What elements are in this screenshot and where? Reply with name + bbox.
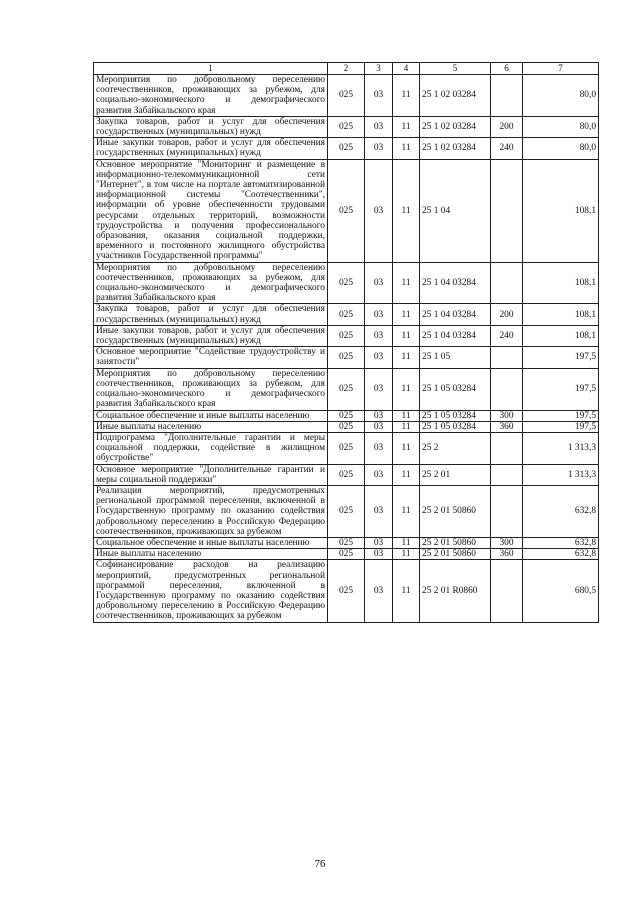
table-row bbox=[94, 432, 599, 464]
subsection-cell: 11 bbox=[393, 116, 420, 137]
subsection-cell: 11 bbox=[393, 537, 420, 548]
subsection-cell: 11 bbox=[393, 549, 420, 560]
target-article-cell: 25 1 02 03284 bbox=[420, 138, 491, 159]
ministry-code-cell: 025 bbox=[328, 410, 365, 421]
ministry-code-cell: 025 bbox=[328, 116, 365, 137]
ministry-code-cell: 025 bbox=[328, 368, 365, 410]
header-col-1: 1 bbox=[94, 63, 328, 75]
amount-cell: 80,0 bbox=[523, 75, 599, 117]
table-row bbox=[94, 464, 599, 485]
section-cell: 03 bbox=[365, 549, 393, 560]
amount-cell: 80,0 bbox=[523, 138, 599, 159]
target-article-cell: 25 1 05 bbox=[420, 347, 491, 368]
expense-type-cell bbox=[491, 159, 523, 262]
expense-type-cell: 200 bbox=[491, 304, 523, 325]
subsection-cell: 11 bbox=[393, 304, 420, 325]
expense-type-cell: 200 bbox=[491, 116, 523, 137]
amount-cell: 680,5 bbox=[523, 560, 599, 622]
subsection-cell: 11 bbox=[393, 347, 420, 368]
header-row bbox=[94, 63, 599, 75]
section-cell: 03 bbox=[365, 537, 393, 548]
row-name-cell: Подпрограмма "Дополнительные гарантии и меры социальной поддержки, содействие в жилищном обустройстве" bbox=[94, 432, 328, 464]
expense-type-cell: 360 bbox=[491, 421, 523, 432]
ministry-code-cell: 025 bbox=[328, 432, 365, 464]
target-article-cell: 25 2 01 50860 bbox=[420, 537, 491, 548]
amount-cell: 197,5 bbox=[523, 410, 599, 421]
target-article-cell: 25 1 02 03284 bbox=[420, 116, 491, 137]
table-row bbox=[94, 262, 599, 304]
table-row bbox=[94, 410, 599, 421]
row-name-cell: Иные выплаты населению bbox=[94, 421, 328, 432]
header-col-4: 4 bbox=[393, 63, 420, 75]
header-col-7: 7 bbox=[523, 63, 599, 75]
section-cell: 03 bbox=[365, 368, 393, 410]
expense-type-cell bbox=[491, 262, 523, 304]
section-cell: 03 bbox=[365, 464, 393, 485]
budget-table bbox=[93, 62, 599, 623]
section-cell: 03 bbox=[365, 432, 393, 464]
subsection-cell: 11 bbox=[393, 560, 420, 622]
row-name-cell: Закупка товаров, работ и услуг для обеспечения государственных (муниципальных) нужд bbox=[94, 116, 328, 137]
table-row bbox=[94, 537, 599, 548]
subsection-cell: 11 bbox=[393, 325, 420, 346]
expense-type-cell bbox=[491, 432, 523, 464]
subsection-cell: 11 bbox=[393, 421, 420, 432]
page-number: 76 bbox=[314, 858, 326, 870]
amount-cell: 632,8 bbox=[523, 549, 599, 560]
table-row bbox=[94, 304, 599, 325]
amount-cell: 1 313,3 bbox=[523, 464, 599, 485]
expense-type-cell: 360 bbox=[491, 549, 523, 560]
section-cell: 03 bbox=[365, 159, 393, 262]
section-cell: 03 bbox=[365, 347, 393, 368]
row-name-cell: Иные выплаты населению bbox=[94, 549, 328, 560]
target-article-cell: 25 2 bbox=[420, 432, 491, 464]
header-col-5: 5 bbox=[420, 63, 491, 75]
subsection-cell: 11 bbox=[393, 262, 420, 304]
section-cell: 03 bbox=[365, 116, 393, 137]
row-name-cell: Иные закупки товаров, работ и услуг для обеспечения государственных (муниципальных) нужд bbox=[94, 325, 328, 346]
row-name-cell: Мероприятия по добровольному переселению соотечественников, проживающих за рубежом, для социально-экономического и демографического развития Забайкальского края bbox=[94, 368, 328, 410]
header-col-2: 2 bbox=[328, 63, 365, 75]
header-col-6: 6 bbox=[491, 63, 523, 75]
row-name-cell: Основное мероприятие "Мониторинг и размещение в информационно-телекоммуникационной сети "Интернет", в том числе на портале автоматизированной информационной системы "Соотечественники", информации об уровне обеспеченности трудовыми ресурсами отдельных территорий, возможности трудоустройства и получения профессионального образования, оказания социальной поддержки, временного и постоянного жилищного обустройства участников Государственной программы" bbox=[94, 159, 328, 262]
expense-type-cell bbox=[491, 368, 523, 410]
table-row bbox=[94, 138, 599, 159]
expense-type-cell: 300 bbox=[491, 410, 523, 421]
ministry-code-cell: 025 bbox=[328, 560, 365, 622]
section-cell: 03 bbox=[365, 325, 393, 346]
target-article-cell: 25 1 05 03284 bbox=[420, 410, 491, 421]
ministry-code-cell: 025 bbox=[328, 262, 365, 304]
amount-cell: 80,0 bbox=[523, 116, 599, 137]
expense-type-cell bbox=[491, 75, 523, 117]
ministry-code-cell: 025 bbox=[328, 304, 365, 325]
amount-cell: 108,1 bbox=[523, 304, 599, 325]
row-name-cell: Основное мероприятие "Содействие трудоустройству и занятости" bbox=[94, 347, 328, 368]
subsection-cell: 11 bbox=[393, 432, 420, 464]
subsection-cell: 11 bbox=[393, 485, 420, 537]
subsection-cell: 11 bbox=[393, 159, 420, 262]
section-cell: 03 bbox=[365, 304, 393, 325]
row-name-cell: Социальное обеспечение и иные выплаты населению bbox=[94, 537, 328, 548]
section-cell: 03 bbox=[365, 138, 393, 159]
ministry-code-cell: 025 bbox=[328, 138, 365, 159]
ministry-code-cell: 025 bbox=[328, 347, 365, 368]
table-row bbox=[94, 75, 599, 117]
table-row bbox=[94, 485, 599, 537]
expense-type-cell bbox=[491, 464, 523, 485]
subsection-cell: 11 bbox=[393, 464, 420, 485]
amount-cell: 197,5 bbox=[523, 368, 599, 410]
row-name-cell: Мероприятия по добровольному переселению соотечественников, проживающих за рубежом, для социально-экономического и демографического развития Забайкальского края bbox=[94, 75, 328, 117]
amount-cell: 632,8 bbox=[523, 537, 599, 548]
expense-type-cell: 300 bbox=[491, 537, 523, 548]
amount-cell: 108,1 bbox=[523, 262, 599, 304]
target-article-cell: 25 1 05 03284 bbox=[420, 368, 491, 410]
amount-cell: 108,1 bbox=[523, 159, 599, 262]
ministry-code-cell: 025 bbox=[328, 485, 365, 537]
row-name-cell: Иные закупки товаров, работ и услуг для обеспечения государственных (муниципальных) нужд bbox=[94, 138, 328, 159]
amount-cell: 108,1 bbox=[523, 325, 599, 346]
expense-type-cell: 240 bbox=[491, 325, 523, 346]
row-name-cell: Социальное обеспечение и иные выплаты населению bbox=[94, 410, 328, 421]
header-col-3: 3 bbox=[365, 63, 393, 75]
target-article-cell: 25 1 05 03284 bbox=[420, 421, 491, 432]
row-name-cell: Мероприятия по добровольному переселению соотечественников, проживающих за рубежом, для социально-экономического и демографического развития Забайкальского края bbox=[94, 262, 328, 304]
table-row bbox=[94, 368, 599, 410]
target-article-cell: 25 1 02 03284 bbox=[420, 75, 491, 117]
target-article-cell: 25 2 01 R0860 bbox=[420, 560, 491, 622]
table-row bbox=[94, 421, 599, 432]
ministry-code-cell: 025 bbox=[328, 537, 365, 548]
section-cell: 03 bbox=[365, 75, 393, 117]
row-name-cell: Закупка товаров, работ и услуг для обеспечения государственных (муниципальных) нужд bbox=[94, 304, 328, 325]
ministry-code-cell: 025 bbox=[328, 549, 365, 560]
expense-type-cell bbox=[491, 347, 523, 368]
expense-type-cell bbox=[491, 485, 523, 537]
ministry-code-cell: 025 bbox=[328, 325, 365, 346]
amount-cell: 197,5 bbox=[523, 421, 599, 432]
target-article-cell: 25 1 04 bbox=[420, 159, 491, 262]
section-cell: 03 bbox=[365, 485, 393, 537]
target-article-cell: 25 2 01 bbox=[420, 464, 491, 485]
subsection-cell: 11 bbox=[393, 138, 420, 159]
amount-cell: 197,5 bbox=[523, 347, 599, 368]
table-row bbox=[94, 325, 599, 346]
subsection-cell: 11 bbox=[393, 410, 420, 421]
target-article-cell: 25 1 04 03284 bbox=[420, 262, 491, 304]
table-row bbox=[94, 159, 599, 262]
target-article-cell: 25 1 04 03284 bbox=[420, 304, 491, 325]
row-name-cell: Реализация мероприятий, предусмотренных региональной программой переселения, включенной в Государственную программу по оказанию содействия добровольному переселению в Российскую Федерацию соотечественников, проживающих за рубежом bbox=[94, 485, 328, 537]
target-article-cell: 25 2 01 50860 bbox=[420, 485, 491, 537]
target-article-cell: 25 2 01 50860 bbox=[420, 549, 491, 560]
section-cell: 03 bbox=[365, 410, 393, 421]
target-article-cell: 25 1 04 03284 bbox=[420, 325, 491, 346]
expense-type-cell: 240 bbox=[491, 138, 523, 159]
table-row bbox=[94, 549, 599, 560]
ministry-code-cell: 025 bbox=[328, 75, 365, 117]
section-cell: 03 bbox=[365, 560, 393, 622]
expense-type-cell bbox=[491, 560, 523, 622]
section-cell: 03 bbox=[365, 421, 393, 432]
row-name-cell: Основное мероприятие "Дополнительные гарантии и меры социальной поддержки" bbox=[94, 464, 328, 485]
ministry-code-cell: 025 bbox=[328, 464, 365, 485]
amount-cell: 1 313,3 bbox=[523, 432, 599, 464]
row-name-cell: Софинансирование расходов на реализацию мероприятий, предусмотренных региональной программой переселения, включенной в Государственную программу по оказанию содействия добровольному переселению в Российскую Федерацию соотечественников, проживающих за рубежом bbox=[94, 560, 328, 622]
table-row bbox=[94, 347, 599, 368]
table-row bbox=[94, 116, 599, 137]
ministry-code-cell: 025 bbox=[328, 159, 365, 262]
ministry-code-cell: 025 bbox=[328, 421, 365, 432]
amount-cell: 632,8 bbox=[523, 485, 599, 537]
table-row bbox=[94, 560, 599, 622]
subsection-cell: 11 bbox=[393, 368, 420, 410]
section-cell: 03 bbox=[365, 262, 393, 304]
subsection-cell: 11 bbox=[393, 75, 420, 117]
